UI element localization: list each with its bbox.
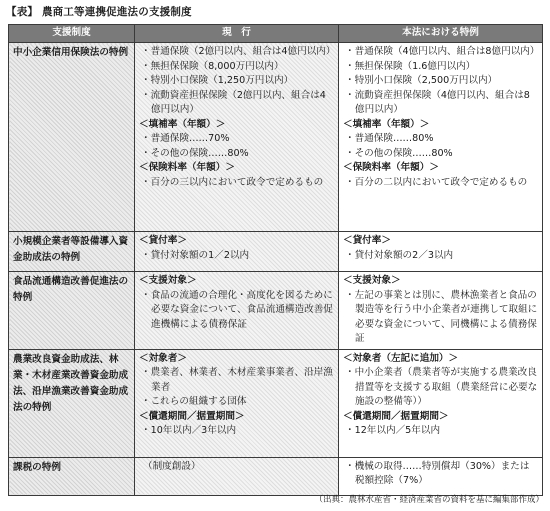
section-heading: ＜保険料率（年額）＞ bbox=[139, 162, 235, 173]
list-item: ・無担保保険（1.6億円以内） bbox=[345, 60, 476, 72]
support-system-table bbox=[8, 24, 543, 496]
list-item: ・左記の事業とは別に、農林漁業者と食品の製造等を行う中小企業者が連携して取組に必要な資金について、同機構による債務保証 bbox=[345, 289, 538, 344]
table-row bbox=[9, 349, 543, 457]
header-special-provision: 本法における特例 bbox=[339, 25, 543, 43]
list-item: ・普通保険……80% bbox=[345, 133, 434, 144]
support-system-name: 中小企業信用保険法の特例 bbox=[9, 43, 135, 232]
table-body bbox=[9, 43, 543, 496]
section-heading: ＜対象者＞ bbox=[139, 352, 187, 364]
list-item: ・12年以内／5年以内 bbox=[345, 425, 441, 436]
section-heading: ＜支援対象＞ bbox=[139, 275, 197, 286]
special-provision-cell bbox=[339, 457, 543, 495]
list-item: ・普通保険（4億円以内、組合は8億円以内） bbox=[345, 46, 540, 57]
list-item: ・その他の保険……80% bbox=[141, 147, 249, 159]
current-system-cell bbox=[135, 457, 339, 495]
section-heading: ＜対象者（左記に追加）＞ bbox=[343, 352, 459, 364]
source-note: （出典：農林水産省・経済産業省の資料を基に編集部作成） bbox=[314, 495, 544, 505]
table-caption: 【表】 農商工等連携促進法の支援制度 bbox=[6, 6, 192, 18]
header-support-system: 支援制度 bbox=[9, 25, 135, 43]
current-system-cell bbox=[135, 349, 339, 457]
section-heading: ＜支援対象＞ bbox=[343, 275, 401, 286]
section-heading: ＜保険料率（年額）＞ bbox=[343, 162, 439, 173]
table-row bbox=[9, 457, 543, 495]
section-heading: ＜償還期間／据置期間＞ bbox=[139, 410, 245, 422]
table-row bbox=[9, 43, 543, 232]
section-heading: ＜填補率（年額）＞ bbox=[139, 118, 226, 130]
table-row bbox=[9, 272, 543, 350]
list-item: ・貸付対象額の1／2以内 bbox=[141, 249, 250, 261]
section-heading: ＜貸付率＞ bbox=[343, 235, 391, 246]
list-item: ・流動資産担保保険（2億円以内、組合は4億円以内） bbox=[141, 89, 326, 115]
list-item: ・貸付対象額の2／3以内 bbox=[345, 249, 454, 261]
list-item: ・中小企業者（農業者等が実施する農業改良措置等を支援する取組（農業経営に必要な施設の整備等）） bbox=[345, 367, 538, 407]
current-system-cell bbox=[135, 43, 339, 232]
list-item: ・特別小口保険（1,250万円以内） bbox=[141, 75, 294, 86]
list-item: ・食品の流通の合理化・高度化を図るために必要な資金について、食品流通構造改善促進機構による債務保証 bbox=[141, 289, 333, 330]
current-system-cell bbox=[135, 232, 339, 272]
special-provision-cell bbox=[339, 232, 543, 272]
special-provision-cell bbox=[339, 349, 543, 457]
section-heading: ＜貸付率＞ bbox=[139, 235, 187, 246]
list-item: ・これらの組織する団体 bbox=[141, 396, 247, 407]
list-item: ・10年以内／3年以内 bbox=[141, 425, 237, 436]
table-row bbox=[9, 232, 543, 272]
table-header-row bbox=[9, 25, 543, 43]
list-item: ・農業者、林業者、木材産業事業者、沿岸漁業者 bbox=[141, 367, 333, 393]
support-system-name: 食品流通構造改善促進法の特例 bbox=[9, 272, 135, 350]
special-provision-cell bbox=[339, 272, 543, 350]
section-heading: ＜償還期間／据置期間＞ bbox=[343, 410, 449, 422]
list-item: ・流動資産担保保険（4億円以内、組合は8億円以内） bbox=[345, 89, 530, 115]
list-item: （制度創設） bbox=[143, 460, 201, 472]
special-provision-cell bbox=[339, 43, 543, 232]
list-item: ・機械の取得……特別償却（30%）または税額控除（7%） bbox=[345, 460, 530, 486]
list-item: ・普通保険……70% bbox=[141, 133, 230, 144]
list-item: ・百分の三以内において政令で定めるもの bbox=[141, 176, 324, 188]
list-item: ・百分の二以内において政令で定めるもの bbox=[345, 176, 528, 188]
support-system-name: 農業改良資金助成法、林業・木材産業改善資金助成法、沿岸漁業改善資金助成法の特例 bbox=[9, 349, 135, 457]
current-system-cell bbox=[135, 272, 339, 350]
list-item: ・その他の保険……80% bbox=[345, 147, 453, 159]
header-current: 現 行 bbox=[135, 25, 339, 43]
support-system-name: 課税の特例 bbox=[9, 457, 135, 495]
list-item: ・普通保険（2億円以内、組合は4億円以内） bbox=[141, 46, 336, 57]
support-system-name: 小規模企業者等設備導入資金助成法の特例 bbox=[9, 232, 135, 272]
list-item: ・無担保保険（8,000万円以内） bbox=[141, 60, 284, 72]
section-heading: ＜填補率（年額）＞ bbox=[343, 118, 430, 130]
list-item: ・特別小口保険（2,500万円以内） bbox=[345, 75, 498, 86]
